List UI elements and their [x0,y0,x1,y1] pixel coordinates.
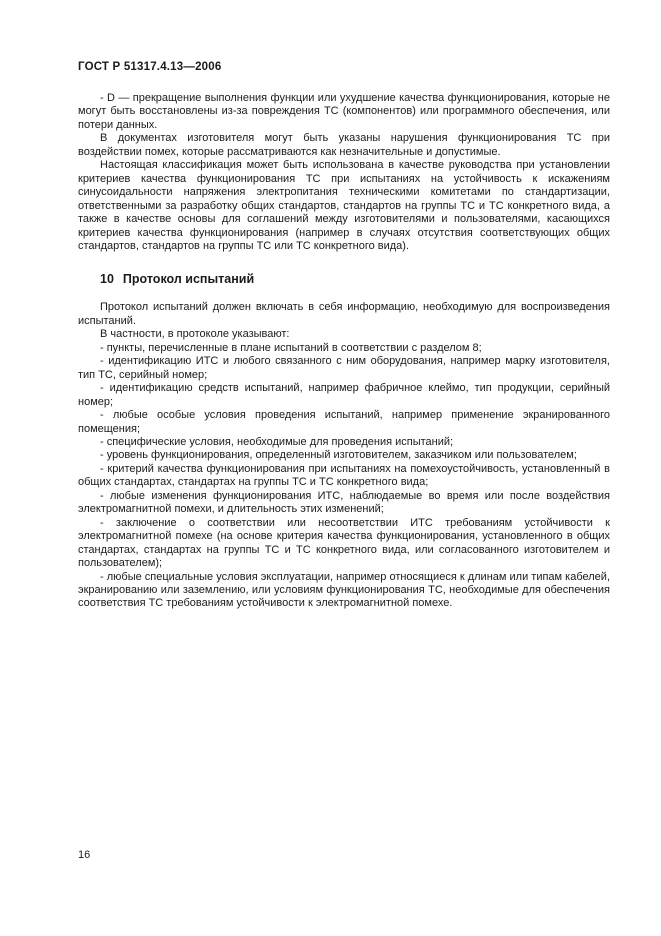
running-header-standard-designation: ГОСТ Р 51317.4.13—2006 [78,61,222,73]
list-item-special-test-conditions: - любые особые условия проведения испытаний, например применение экранированного помещения; [78,409,610,435]
paragraph-manufacturer-docs: В документах изготовителя могут быть указаны нарушения функционирования ТС при воздействии помех, которые рассматриваются как незначительные и допустимые. [78,132,610,158]
list-item-special-operating-conditions: - любые специальные условия эксплуатации, например относящиеся к длинам или типам кабелей, экранированию или заземлению, или условиям функционирования ТС, необходимые для обеспечения соответствия ТС требованиям устойчивости к электромагнитной помехе. [78,570,610,610]
paragraph-list-lead: В частности, в протоколе указывают: [100,328,290,341]
section-title: Протокол испытаний [122,272,255,287]
list-item-performance-level: - уровень функционирования, определенный изготовителем, заказчиком или пользователем; [100,449,577,462]
list-item-specific-conditions: - специфические условия, необходимые для проведения испытаний; [100,435,454,448]
list-item-criterion-d: - D — прекращение выполнения функции или ухудшение качества функционирования, которые не могут быть восстановлены из-за повреждения ТС (компонентов) или программного обеспечения, или потери данных. [78,92,610,131]
list-item-its-identification: - идентификацию ИТС и любого связанного с ним оборудования, например марку изготовителя, тип ТС, серийный номер; [78,355,610,381]
list-item-test-plan: - пункты, перечисленные в плане испытаний в соответствии с разделом 8; [100,341,482,354]
document-body [78,92,610,611]
paragraph-protocol-intro: Протокол испытаний должен включать в себя информацию, необходимую для воспроизведения испытаний. [78,301,610,327]
section-number: 10 [100,272,114,287]
list-item-functioning-changes: - любые изменения функционирования ИТС, наблюдаемые во время или после воздействия электромагнитной помехи, и длительность этих изменений; [78,489,610,516]
list-item-test-equipment-identification: - идентификацию средств испытаний, например фабричное клеймо, тип продукции, серийный номер; [78,382,610,408]
paragraph-classification-usage: Настоящая классификация может быть использована в качестве руководства при установлении критериев качества функционирования ТС при испытаниях на устойчивость к искажениям синусоидальности напряжения электропитания техническими комитетами по стандартизации, ответственными за разработку общих стандартов, стандартов на группы ТС и ТС конкретного вида, а также в качестве основы для соглашений между изготовителями и пользователями, касающихся критериев качества функционирования (например в случаях отсутствия соответствующих общих стандартов, стандартов на группы ТС или ТС конкретного вида). [78,159,610,252]
page-number: 16 [78,849,91,861]
section-heading-10 [78,272,610,286]
list-item-performance-criterion: - критерий качества функционирования при испытаниях на помехоустойчивость, установленный в общих стандартах, стандартах на группы ТС и ТС конкретного вида; [78,462,610,489]
list-item-conformity-conclusion: - заключение о соответствии или несоответствии ИТС требованиям устойчивости к электромагнитной помехе (на основе критерия качества функционирования, установленного в общих стандартах, стандартах на группы ТС и ТС конкретного вида, или согласованного изготовителем и пользователем); [78,516,610,570]
